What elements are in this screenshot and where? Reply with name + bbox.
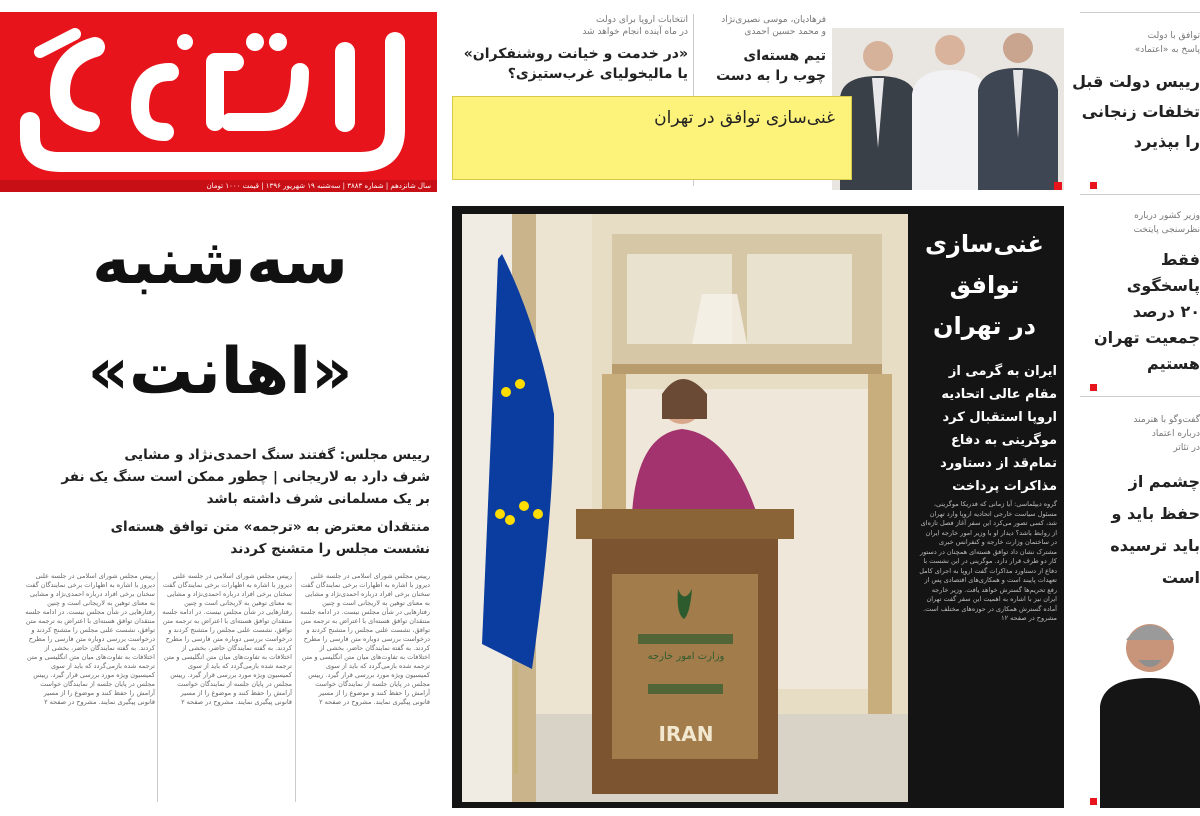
dateline: سال شانزدهم | شماره ۳۸۸۳ | سه‌شنبه ۱۹ شهریور ۱۳۹۶ | قیمت ۱۰۰۰ تومان	[0, 180, 437, 192]
main-side-title[interactable]	[912, 224, 1057, 347]
main-side-lead-2: مقام عالی اتحادیه	[941, 387, 1057, 402]
right3-big-3[interactable]: باید ترسیده	[1110, 536, 1200, 555]
main-side-body: گروه دیپلماسی: آیا زمانی که فدریکا موگرینی، مسئول سیاست خارجی اتحادیه اروپا وارد تهران شد، کسی تصور می‌کرد این سفر آغاز فصل تازه‌ای از روابط باشد؟ دیدار او با وزیر امور خارجه ایران در ساختمان وزارت خارجه و کنفرانس خبری مشترک نشان داد توافق هسته‌ای همچنان در دستور کار دو طرف قرار دارد. موگرینی در این نشست با دفاع از دستاورد مذاکرات گفت اروپا به اجرای کامل تعهدات پایبند است و همکاری‌های اقتصادی پس از رفع تحریم‌ها گسترش خواهد یافت. وزیر خارجه ایران نیز با اشاره به اهمیت این سفر گفت تهران آماده گسترش همکاری در حوزه‌های مختلف است. مشروح در صفحه ۱۲	[919, 500, 1057, 622]
lead-body-col-1: رییس مجلس شورای اسلامی در جلسه علنی دیروز با اشاره به اظهارات برخی نمایندگان گفت سخنان برخی افراد درباره احمدی‌نژاد و مشایی به معنای توهین به لاریجانی است و چنین رفتارهایی در شأن مجلس نیست. در ادامه جلسه منتقدان توافق هسته‌ای با اعتراض به ترجمه متن توافق، نشست علنی مجلس را متشنج کردند و درخواست بررسی دوباره متن فارسی را مطرح کردند. به گفته نمایندگان حاضر، بخشی از اختلافات به تفاوت‌های میان متن انگلیسی و متن ترجمه شده بازمی‌گردد که باید از سوی کمیسیون ویژه مورد بررسی قرار گیرد. رییس مجلس در پایان جلسه از نمایندگان خواست آرامش را حفظ کنند و موضوع را از مسیر قانونی پیگیری نمایند. مشروح در صفحه ۲	[300, 572, 430, 706]
teaser1-label-1: انتخابات اروپا برای دولت	[596, 15, 688, 25]
right3-small-1: گفت‌وگو با هنرمند	[1133, 415, 1200, 425]
teaser2-label-1: فرهادیان، موسی‌ نصیری‌نژاد	[721, 15, 826, 25]
teaser1-headline-2[interactable]: یا مالیخولیای غرب‌ستیزی؟	[507, 66, 688, 82]
teaser2-label-2: و محمد حسین احمدی	[744, 27, 826, 37]
right-col-rule	[1080, 396, 1200, 397]
lead-subhead-5: نشست مجلس را متشنج کردند	[230, 541, 430, 557]
main-side-title-1: غنی‌سازی	[925, 230, 1044, 258]
right2-small-2: نظرسنجی پایتخت	[1133, 225, 1200, 235]
main-side-title-2: توافق	[949, 271, 1020, 299]
lead-body-col-2: رییس مجلس شورای اسلامی در جلسه علنی دیروز با اشاره به اظهارات برخی نمایندگان گفت سخنان برخی افراد درباره احمدی‌نژاد و مشایی به معنای توهین به لاریجانی است و چنین رفتارهایی در شأن مجلس نیست. در ادامه جلسه منتقدان توافق هسته‌ای با اعتراض به ترجمه متن توافق، نشست علنی مجلس را متشنج کردند و درخواست بررسی دوباره متن فارسی را مطرح کردند. به گفته نمایندگان حاضر، بخشی از اختلافات به تفاوت‌های میان متن انگلیسی و متن ترجمه شده بازمی‌گردد که باید از سوی کمیسیون ویژه مورد بررسی قرار گیرد. رییس مجلس در پایان جلسه از نمایندگان خواست آرامش را حفظ کنند و موضوع را از مسیر قانونی پیگیری نمایند. مشروح در صفحه ۲	[162, 572, 292, 706]
lead-headline-line2[interactable]: «اهانت»	[87, 335, 353, 409]
main-side-lead-1: ایران به گرمی از	[948, 364, 1057, 379]
right2-big-3[interactable]: ۲۰ درصد	[1132, 302, 1200, 321]
red-marker	[1090, 384, 1097, 391]
right1-big-2[interactable]: تخلفات زنجانی	[1081, 102, 1200, 121]
right3-small-3: در تئاتر	[1173, 443, 1200, 453]
right2-small-1: وزیر کشور درباره	[1134, 211, 1200, 221]
teaser2-headline-2[interactable]: چوب را به دست	[716, 68, 826, 84]
teaser2-headline-1[interactable]: تیم هسته‌ای	[743, 48, 826, 64]
right2-big-2[interactable]: پاسخگوی	[1126, 276, 1200, 295]
right3-big-2[interactable]: حفظ باید و	[1111, 504, 1200, 523]
right1-big-1[interactable]: رییس دولت قبل	[1072, 72, 1200, 91]
right2-big-4[interactable]: جمعیت تهران	[1094, 328, 1200, 347]
main-side-title-3: در تهران	[933, 312, 1036, 340]
lead-subhead-2: شرف دارد به لاریجانی | چطور ممکن است سنگ یک نفر	[61, 469, 430, 485]
newspaper-logo[interactable]	[0, 12, 437, 180]
main-side-lead-6: مذاکرات پرداخت	[952, 479, 1057, 494]
red-marker	[1090, 182, 1097, 189]
red-marker	[1090, 798, 1097, 805]
right1-small-1: توافق با دولت	[1147, 31, 1200, 41]
column-divider	[157, 572, 158, 802]
right3-big-4[interactable]: است	[1161, 568, 1200, 587]
column-divider	[295, 572, 296, 802]
lead-subhead-1: رییس مجلس: گفتند سنگ احمدی‌نژاد و مشایی	[124, 447, 430, 463]
teaser1-headline-1[interactable]: «در خدمت و خیانت روشنفکران»	[463, 46, 688, 62]
main-side-lead	[918, 360, 1057, 498]
portrait-photo[interactable]	[1090, 610, 1200, 808]
right2-big-5[interactable]: هستیم	[1147, 354, 1200, 373]
right3-small-2: درباره اعتماد	[1151, 429, 1200, 439]
right1-big-3[interactable]: را بپذیرد	[1133, 132, 1200, 151]
right1-small-2: پاسخ به «اعتماد»	[1134, 45, 1200, 55]
lead-subhead-4: منتقدان معترض به «ترجمه» متن توافق هسته‌ای	[110, 519, 430, 535]
masthead	[0, 12, 437, 192]
lead-headline-line1[interactable]: سه‌شنبه	[92, 225, 348, 299]
officials-photo[interactable]	[832, 28, 1064, 190]
right3-big-1[interactable]: چشمم از	[1128, 472, 1200, 491]
lead-subhead-3: بر یک مسلمانی شرف داشته باشد	[206, 491, 430, 507]
red-marker	[1054, 182, 1062, 190]
lead-body-col-3: رییس مجلس شورای اسلامی در جلسه علنی دیروز با اشاره به اظهارات برخی نمایندگان گفت سخنان برخی افراد درباره احمدی‌نژاد و مشایی به معنای توهین به لاریجانی است و چنین رفتارهایی در شأن مجلس نیست. در ادامه جلسه منتقدان توافق هسته‌ای با اعتراض به ترجمه متن توافق، نشست علنی مجلس را متشنج کردند و درخواست بررسی دوباره متن فارسی را مطرح کردند. به گفته نمایندگان حاضر، بخشی از اختلافات به تفاوت‌های میان متن انگلیسی و متن ترجمه شده بازمی‌گردد که باید از سوی کمیسیون ویژه مورد بررسی قرار گیرد. رییس مجلس در پایان جلسه از نمایندگان خواست آرامش را حفظ کنند و موضوع را از مسیر قانونی پیگیری نمایند. مشروح در صفحه ۲	[25, 572, 155, 706]
main-photo[interactable]	[462, 214, 908, 802]
sticky-note-text: غنی‌سازی توافق در تهران	[654, 108, 835, 128]
main-side-lead-4: موگرینی به دفاع	[951, 433, 1057, 448]
right-col-rule	[1080, 194, 1200, 195]
podium-iran-text: IRAN	[658, 722, 714, 746]
podium-caption: وزارت امور خارجه	[647, 651, 725, 662]
main-side-lead-3: اروپا استقبال کرد	[942, 410, 1057, 425]
teaser1-label-2: در ماه آینده انجام خواهد شد	[582, 27, 688, 37]
right-col-rule	[1080, 12, 1200, 13]
main-side-lead-5: تمام‌قد از دستاورد	[940, 456, 1057, 471]
right2-big-1[interactable]: فقط	[1160, 250, 1200, 269]
